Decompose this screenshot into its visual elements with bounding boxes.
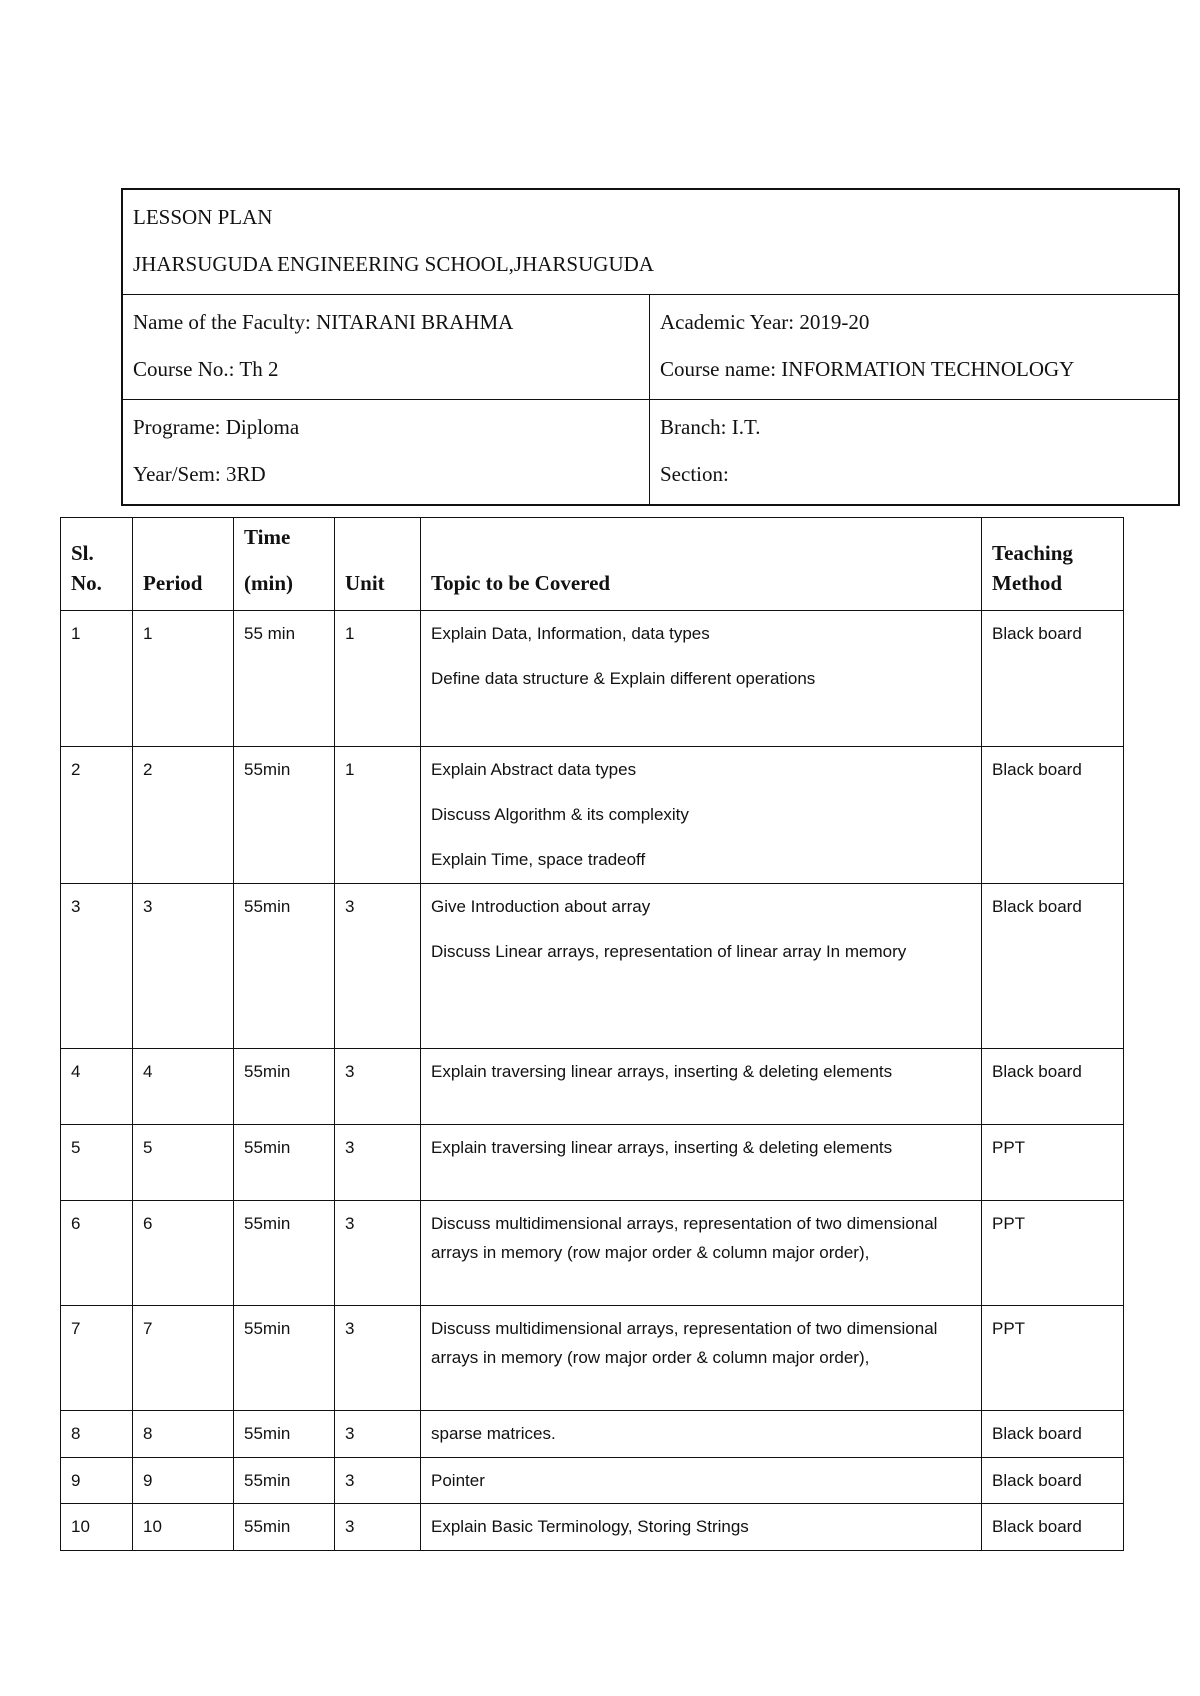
cell-topic — [421, 1201, 982, 1306]
cell-method: Black board — [982, 1411, 1124, 1458]
cell-topic — [421, 1306, 982, 1411]
branch-section-cell — [650, 400, 1178, 504]
year-coursename-cell — [650, 295, 1178, 399]
topic-line: Discuss multidimensional arrays, representation of two dimensional arrays in memory (row major order & column major order), — [431, 1319, 938, 1367]
faculty-name: Name of the Faculty: NITARANI BRAHMA — [133, 310, 514, 334]
cell-sl: 2 — [61, 747, 133, 884]
topic-line: sparse matrices. — [431, 1424, 556, 1443]
academic-year: Academic Year: 2019-20 — [660, 310, 870, 334]
cell-period: 7 — [133, 1306, 234, 1411]
col-header-unit: Unit — [335, 518, 421, 611]
cell-method: Black board — [982, 884, 1124, 1049]
branch: Branch: I.T. — [660, 415, 761, 439]
cell-sl: 8 — [61, 1411, 133, 1458]
cell-unit: 3 — [335, 1411, 421, 1458]
cell-unit: 3 — [335, 1049, 421, 1125]
cell-sl: 3 — [61, 884, 133, 1049]
topic-line: Explain Data, Information, data types — [431, 624, 710, 643]
cell-time: 55min — [234, 884, 335, 1049]
cell-period: 10 — [133, 1504, 234, 1551]
table-row — [61, 1411, 1124, 1458]
cell-time: 55min — [234, 1458, 335, 1504]
cell-topic — [421, 611, 982, 747]
cell-time: 55min — [234, 1411, 335, 1458]
table-header-row — [61, 518, 1124, 611]
col-header-time — [234, 518, 335, 611]
topic-line: Explain Time, space tradeoff — [431, 850, 646, 869]
topic-line: Discuss Algorithm & its complexity — [431, 805, 689, 824]
cell-unit: 3 — [335, 1458, 421, 1504]
col-header-sl-line1: Sl. — [71, 541, 94, 565]
cell-topic — [421, 1125, 982, 1201]
cell-method: PPT — [982, 1125, 1124, 1201]
cell-period: 5 — [133, 1125, 234, 1201]
lesson-plan-table — [60, 517, 1124, 1551]
cell-time: 55min — [234, 1504, 335, 1551]
header-title-cell — [123, 190, 1178, 294]
col-header-period: Period — [133, 518, 234, 611]
topic-line: Explain traversing linear arrays, inserting & deleting elements — [431, 1138, 893, 1157]
table-row — [61, 1125, 1124, 1201]
cell-sl: 1 — [61, 611, 133, 747]
course-name: Course name: INFORMATION TECHNOLOGY — [660, 357, 1075, 381]
cell-time: 55min — [234, 1125, 335, 1201]
cell-time: 55min — [234, 1201, 335, 1306]
cell-time: 55min — [234, 1049, 335, 1125]
cell-period: 3 — [133, 884, 234, 1049]
cell-time: 55min — [234, 747, 335, 884]
cell-method: Black board — [982, 611, 1124, 747]
cell-sl: 6 — [61, 1201, 133, 1306]
cell-period: 6 — [133, 1201, 234, 1306]
school-name: JHARSUGUDA ENGINEERING SCHOOL,JHARSUGUDA — [133, 252, 654, 276]
cell-method: PPT — [982, 1306, 1124, 1411]
col-header-time-line1: Time — [244, 525, 291, 549]
table-row — [61, 1306, 1124, 1411]
cell-method: Black board — [982, 1049, 1124, 1125]
cell-time: 55 min — [234, 611, 335, 747]
cell-topic — [421, 747, 982, 884]
table-row — [61, 1458, 1124, 1504]
topic-line: Explain Basic Terminology, Storing Strings — [431, 1517, 749, 1536]
programe-sem-cell — [123, 400, 650, 504]
cell-unit: 3 — [335, 1306, 421, 1411]
cell-topic — [421, 1504, 982, 1551]
cell-unit: 1 — [335, 611, 421, 747]
cell-topic — [421, 884, 982, 1049]
cell-time: 55min — [234, 1306, 335, 1411]
cell-method: Black board — [982, 1458, 1124, 1504]
topic-line: Explain traversing linear arrays, inserting & deleting elements — [431, 1062, 893, 1081]
section: Section: — [660, 462, 729, 486]
cell-sl: 4 — [61, 1049, 133, 1125]
table-row — [61, 747, 1124, 884]
cell-period: 1 — [133, 611, 234, 747]
cell-topic — [421, 1411, 982, 1458]
col-header-method — [982, 518, 1124, 611]
cell-unit: 3 — [335, 1504, 421, 1551]
cell-method: PPT — [982, 1201, 1124, 1306]
table-row — [61, 611, 1124, 747]
cell-period: 4 — [133, 1049, 234, 1125]
topic-line: Discuss Linear arrays, representation of linear array In memory — [431, 942, 907, 961]
cell-sl: 7 — [61, 1306, 133, 1411]
topic-line: Discuss multidimensional arrays, representation of two dimensional arrays in memory (row major order & column major order), — [431, 1214, 938, 1262]
table-row — [61, 1504, 1124, 1551]
lesson-plan-header — [121, 188, 1180, 506]
cell-method: Black board — [982, 747, 1124, 884]
table-row — [61, 884, 1124, 1049]
faculty-course-cell — [123, 295, 650, 399]
topic-line: Define data structure & Explain different operations — [431, 669, 816, 688]
cell-unit: 1 — [335, 747, 421, 884]
topic-line: Give Introduction about array — [431, 897, 651, 916]
cell-unit: 3 — [335, 1125, 421, 1201]
cell-sl: 5 — [61, 1125, 133, 1201]
col-header-time-line2: (min) — [244, 571, 293, 595]
col-header-sl — [61, 518, 133, 611]
cell-period: 8 — [133, 1411, 234, 1458]
cell-topic — [421, 1458, 982, 1504]
cell-period: 2 — [133, 747, 234, 884]
cell-topic — [421, 1049, 982, 1125]
course-number: Course No.: Th 2 — [133, 357, 279, 381]
page-title: LESSON PLAN — [133, 205, 273, 229]
col-header-method-line2: Method — [992, 571, 1062, 595]
col-header-method-line1: Teaching — [992, 541, 1073, 565]
cell-method: Black board — [982, 1504, 1124, 1551]
table-row — [61, 1049, 1124, 1125]
topic-line: Pointer — [431, 1471, 485, 1490]
cell-sl: 9 — [61, 1458, 133, 1504]
cell-period: 9 — [133, 1458, 234, 1504]
col-header-topic: Topic to be Covered — [421, 518, 982, 611]
year-sem: Year/Sem: 3RD — [133, 462, 266, 486]
programe: Programe: Diploma — [133, 415, 300, 439]
col-header-sl-line2: No. — [71, 571, 102, 595]
cell-unit: 3 — [335, 1201, 421, 1306]
cell-unit: 3 — [335, 884, 421, 1049]
table-row — [61, 1201, 1124, 1306]
topic-line: Explain Abstract data types — [431, 760, 637, 779]
cell-sl: 10 — [61, 1504, 133, 1551]
